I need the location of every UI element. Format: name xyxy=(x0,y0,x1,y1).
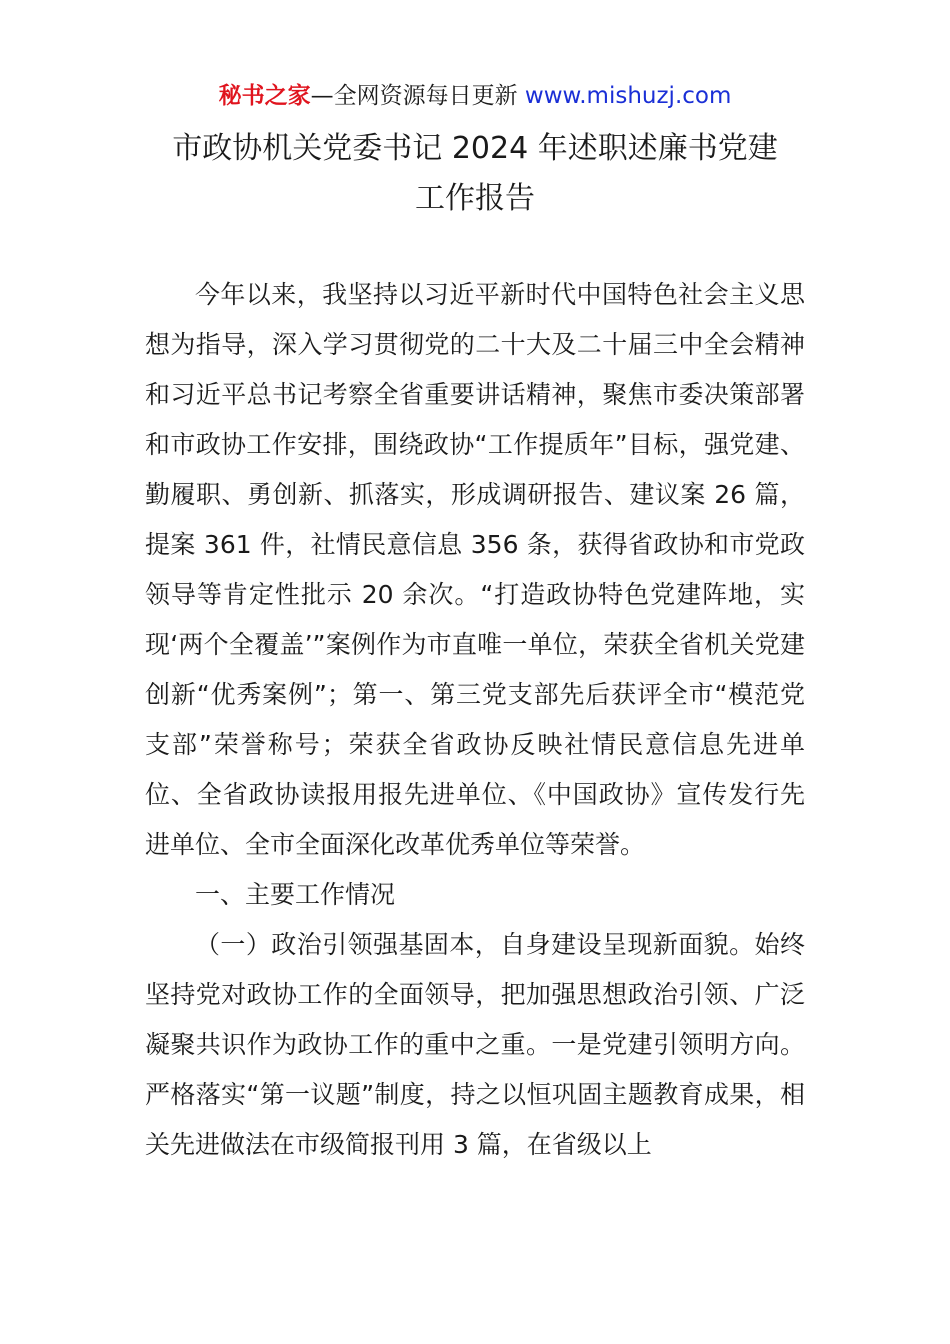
title-line-2: 工作报告 xyxy=(415,181,535,216)
document-title xyxy=(120,124,830,224)
title-line-1: 市政协机关党委书记 2024 年述职述廉书党建 xyxy=(172,131,778,166)
brand-slogan: —全网资源每日更新 xyxy=(310,83,518,109)
subsection-paragraph: （一）政治引领强基固本，自身建设呈现新面貌。始终坚持党对政协工作的全面领导，把加强思想政治引领、广泛凝聚共识作为政协工作的重中之重。一是党建引领明方向。严格落实“第一议题”制度，持之以恒巩固主题教育成果，相关先进做法在市级简报刊用 3 篇，在省级以上 xyxy=(145,930,805,1159)
site-url[interactable]: www.mishuzj.com xyxy=(524,83,732,109)
document-body xyxy=(145,270,805,1170)
intro-paragraph: 今年以来，我坚持以习近平新时代中国特色社会主义思想为指导，深入学习贯彻党的二十大及二十届三中全会精神和习近平总书记考察全省重要讲话精神，聚焦市委决策部署和市政协工作安排，围绕政协“工作提质年”目标，强党建、勤履职、勇创新、抓落实，形成调研报告、建议案 26 篇，提案 361 件，社情民意信息 356 条，获得省政协和市党政领导等肯定性批示 20 余次。“打造政协特色党建阵地，实现‘两个全覆盖’”案例作为市直唯一单位，荣获全省机关党建创新“优秀案例”；第一、第三党支部先后获评全市“模范党支部”荣誉称号；荣获全省政协反映社情民意信息先进单位、全省政协读报用报先进单位、《中国政协》宣传发行先进单位、全市全面深化改革优秀单位等荣誉。 xyxy=(145,280,805,859)
site-banner xyxy=(0,80,950,112)
brand-name: 秘书之家 xyxy=(218,83,311,109)
section-heading: 一、主要工作情况 xyxy=(195,880,396,909)
